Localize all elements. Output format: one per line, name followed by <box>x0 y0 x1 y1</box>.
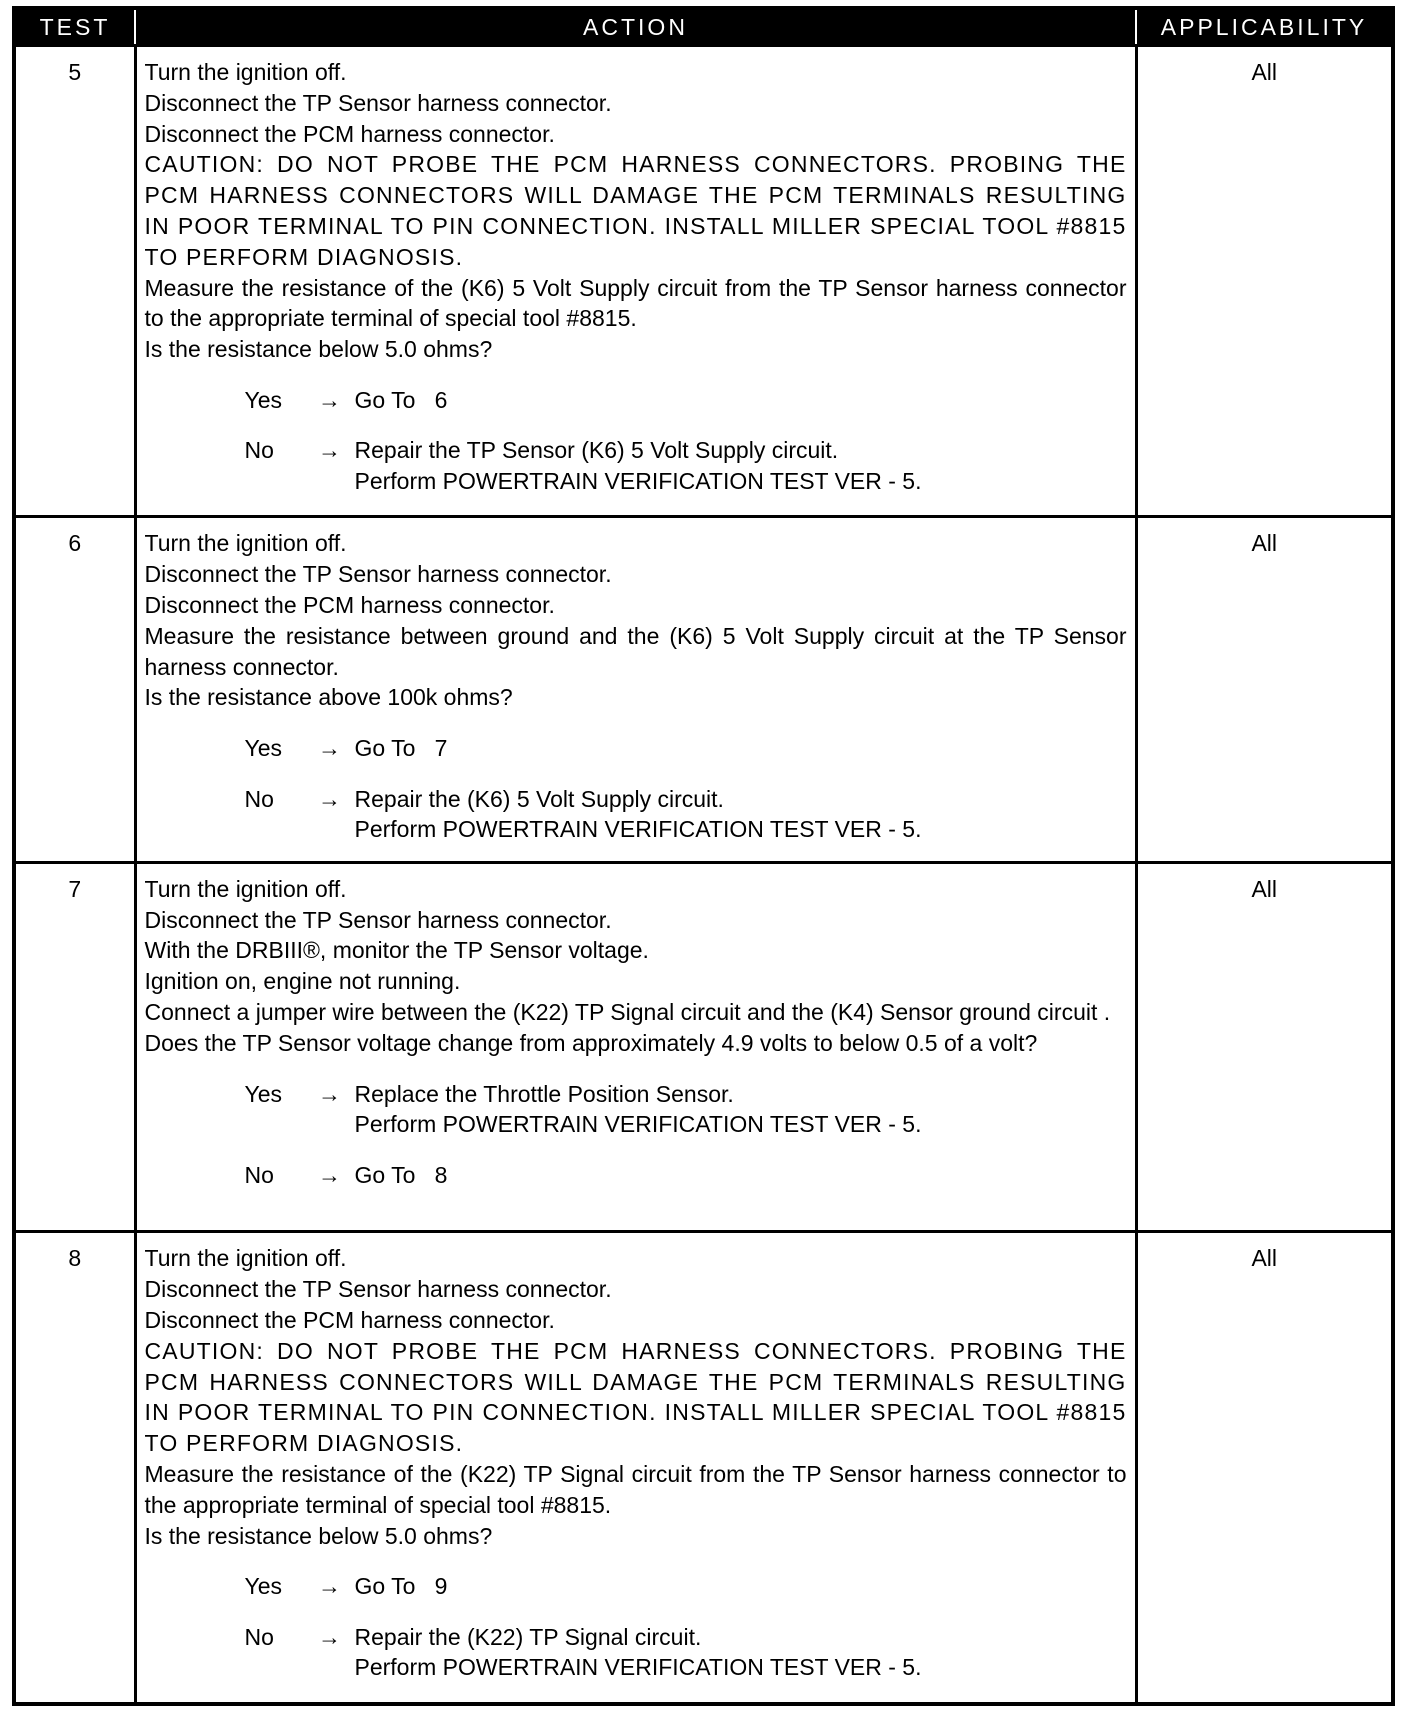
answer-label: Yes <box>244 1080 283 1107</box>
diagnostic-table <box>12 6 1395 1706</box>
table-body <box>14 46 1393 1705</box>
answer-label: Yes <box>244 1573 283 1600</box>
answer-line: Perform POWERTRAIN VERIFICATION TEST VER - 5. <box>354 1654 922 1681</box>
answer-line: Go To 8 <box>354 1161 448 1188</box>
action-step: Turn the ignition off. <box>144 59 347 85</box>
answer-label: No <box>244 437 274 464</box>
answer-line: Repair the (K22) TP Signal circuit. <box>354 1623 702 1650</box>
header-applicability: APPLICABILITY <box>1136 8 1393 46</box>
table-row <box>14 517 1393 862</box>
action-step: Is the resistance below 5.0 ohms? <box>144 336 493 363</box>
action-step: Ignition on, engine not running. <box>144 968 461 995</box>
answer-no <box>145 1622 1127 1683</box>
caution-text: CAUTION: DO NOT PROBE THE PCM HARNESS CONNECTORS. PROBING THE PCM HARNESS CONNECTORS WILL DAMAGE THE PCM TERMINALS RESULTING IN POOR TERMINAL TO PIN CONNECTION. INSTALL MILLER SPECIAL TOOL #8815 TO PERFORM DIAGNOSIS. <box>144 1337 1127 1457</box>
answer-group <box>145 1571 1127 1683</box>
action-step: Turn the ignition off. <box>144 1245 347 1272</box>
answer-instruction <box>355 733 1127 764</box>
answer-label: Yes <box>244 386 283 413</box>
answer-group <box>145 1079 1127 1191</box>
answer-label: No <box>244 1623 274 1650</box>
action-step: Turn the ignition off. <box>144 530 347 557</box>
answer-no <box>145 1160 1127 1191</box>
answer-no <box>145 784 1127 845</box>
test-number: 7 <box>14 862 135 1232</box>
applicability-value: All <box>1136 862 1393 1232</box>
table-row <box>14 1232 1393 1704</box>
answer-instruction <box>355 385 1127 416</box>
answer-instruction <box>355 1160 1127 1191</box>
answer-instruction <box>355 435 1127 496</box>
caution-text: CAUTION: DO NOT PROBE THE PCM HARNESS CONNECTORS. PROBING THE PCM HARNESS CONNECTORS WILL DAMAGE THE PCM TERMINALS RESULTING IN POOR TERMINAL TO PIN CONNECTION. INSTALL MILLER SPECIAL TOOL #8815 TO PERFORM DIAGNOSIS. <box>144 151 1127 270</box>
action-cell <box>135 862 1136 1232</box>
table-header-row <box>14 8 1393 46</box>
header-action: ACTION <box>135 8 1136 46</box>
action-step: Measure the resistance between ground and the (K6) 5 Volt Supply circuit at the TP Sensor harness connector. <box>144 622 1127 680</box>
answer-line: Go To 6 <box>354 386 448 413</box>
answer-instruction <box>355 1079 1127 1140</box>
right-arrow-icon: → <box>318 1573 341 1600</box>
answer-group <box>145 733 1127 845</box>
right-arrow-icon: → <box>318 437 341 464</box>
answer-yes <box>145 1571 1127 1602</box>
action-cell <box>135 1232 1136 1704</box>
table-row <box>14 46 1393 517</box>
table-row <box>14 862 1393 1232</box>
answer-line: Go To 9 <box>354 1573 448 1600</box>
answer-group <box>145 385 1127 497</box>
answer-line: Go To 7 <box>354 735 448 762</box>
answer-line: Repair the (K6) 5 Volt Supply circuit. <box>354 785 724 812</box>
answer-label: Yes <box>244 735 283 762</box>
action-step: Measure the resistance of the (K6) 5 Volt Supply circuit from the TP Sensor harness connector to the appropriate terminal of special tool #8815. <box>144 274 1127 332</box>
answer-label: No <box>244 785 274 812</box>
action-step: Does the TP Sensor voltage change from approximately 4.9 volts to below 0.5 of a volt? <box>144 1029 1038 1056</box>
answer-line: Replace the Throttle Position Sensor. <box>354 1080 734 1107</box>
action-step: Connect a jumper wire between the (K22) TP Signal circuit and the (K4) Sensor ground circuit . <box>144 999 1111 1026</box>
diagnostic-test-sheet <box>12 6 1395 1706</box>
header-test: TEST <box>14 8 135 46</box>
right-arrow-icon: → <box>318 386 341 413</box>
answer-yes <box>145 385 1127 416</box>
action-step: Disconnect the PCM harness connector. <box>144 592 555 619</box>
answer-instruction <box>355 1571 1127 1602</box>
action-step: Disconnect the TP Sensor harness connector. <box>144 89 612 116</box>
action-step: Disconnect the PCM harness connector. <box>144 120 555 147</box>
applicability-value: All <box>1136 46 1393 517</box>
test-number: 5 <box>14 46 135 517</box>
right-arrow-icon: → <box>318 735 341 762</box>
action-step: Disconnect the TP Sensor harness connector. <box>144 1276 612 1303</box>
action-step: Disconnect the PCM harness connector. <box>144 1307 555 1334</box>
applicability-value: All <box>1136 1232 1393 1704</box>
right-arrow-icon: → <box>318 1080 341 1107</box>
applicability-value: All <box>1136 517 1393 862</box>
answer-line: Perform POWERTRAIN VERIFICATION TEST VER - 5. <box>354 816 922 843</box>
action-step: Is the resistance above 100k ohms? <box>144 684 513 711</box>
answer-yes <box>145 1079 1127 1140</box>
answer-instruction <box>355 784 1127 845</box>
test-number: 8 <box>14 1232 135 1704</box>
answer-instruction <box>355 1622 1127 1683</box>
action-step: With the DRBIII®, monitor the TP Sensor voltage. <box>144 937 649 964</box>
answer-label: No <box>244 1161 274 1188</box>
action-step: Is the resistance below 5.0 ohms? <box>144 1522 493 1549</box>
right-arrow-icon: → <box>318 1623 341 1650</box>
right-arrow-icon: → <box>318 785 341 812</box>
answer-line: Perform POWERTRAIN VERIFICATION TEST VER - 5. <box>354 467 922 494</box>
answer-line: Perform POWERTRAIN VERIFICATION TEST VER - 5. <box>354 1111 922 1138</box>
right-arrow-icon: → <box>318 1161 341 1188</box>
answer-line: Repair the TP Sensor (K6) 5 Volt Supply circuit. <box>354 437 839 464</box>
action-cell <box>135 46 1136 517</box>
action-step: Measure the resistance of the (K22) TP Signal circuit from the TP Sensor harness connector to the appropriate terminal of special tool #8815. <box>144 1461 1127 1518</box>
test-number: 6 <box>14 517 135 862</box>
action-cell <box>135 517 1136 862</box>
answer-no <box>145 435 1127 496</box>
answer-yes <box>145 733 1127 764</box>
action-step: Disconnect the TP Sensor harness connector. <box>144 561 612 588</box>
action-step: Turn the ignition off. <box>144 875 347 902</box>
action-step: Disconnect the TP Sensor harness connector. <box>144 906 612 933</box>
